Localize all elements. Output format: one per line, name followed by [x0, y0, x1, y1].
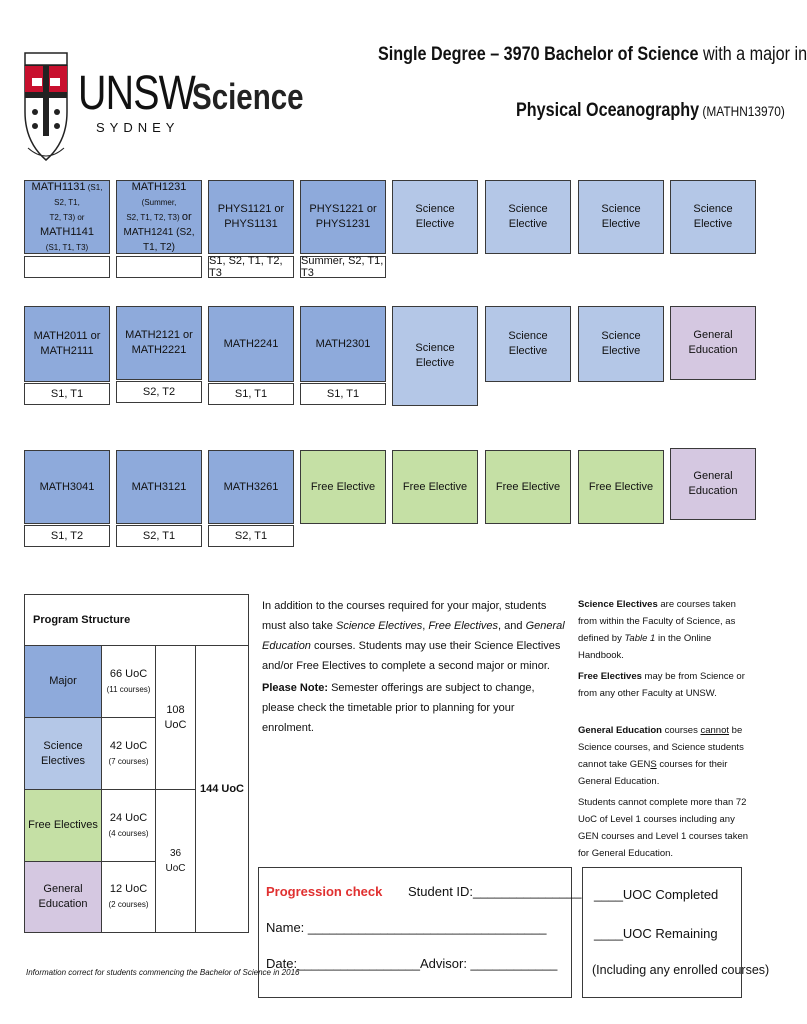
- offering-cell: S1, T1: [24, 383, 110, 405]
- side-note-level1-limit: Students cannot complete more than 72 UoC of Level 1 courses including any GEN courses and Level 1 courses taken for General Education.: [578, 797, 749, 859]
- student-id-field[interactable]: Student ID:_______________: [408, 884, 582, 899]
- course-cell-phys1221: PHYS1221 or PHYS1231: [300, 180, 386, 254]
- offering-cell: [116, 256, 202, 278]
- brand-city: SYDNEY: [96, 120, 180, 135]
- structure-free-electives: Free Electives: [24, 789, 102, 862]
- progression-check-title: Progression check: [266, 884, 383, 899]
- course-cell-free-elective: Free Elective: [392, 450, 478, 524]
- date-advisor-field[interactable]: Date:_________________Advisor: ____________: [266, 956, 558, 971]
- uoc-remaining-field[interactable]: ____UOC Remaining: [594, 926, 718, 941]
- side-note-science-electives: Science Electives are courses taken from within the Faculty of Science, as defined by Table 1 in the Online Handbook.: [578, 599, 736, 661]
- structure-science-electives: Science Electives: [24, 717, 102, 790]
- course-cell-science-elective: Science Elective: [670, 180, 756, 254]
- course-cell-science-elective: Science Elective: [578, 180, 664, 254]
- offering-cell: S1, S2, T1, T2, T3: [208, 256, 294, 278]
- course-cell-math1231: MATH1231 (Summer, S2, T1, T2, T3) or MATH1241 (S2, T1, T2): [116, 180, 202, 254]
- program-structure-heading: Program Structure: [24, 594, 249, 646]
- course-cell-general-education: General Education: [670, 306, 756, 380]
- offering-cell: S2, T1: [208, 525, 294, 547]
- course-cell-science-elective: Science Elective: [578, 306, 664, 382]
- offering-cell: S2, T1: [116, 525, 202, 547]
- offering-cell: S1, T1: [208, 383, 294, 405]
- course-cell-math3041: MATH3041: [24, 450, 110, 524]
- faculty-name: Science: [192, 76, 304, 117]
- course-cell-math2121: MATH2121 or MATH2221: [116, 306, 202, 380]
- side-note-free-electives: Free Electives may be from Science or from any other Faculty at UNSW.: [578, 671, 745, 699]
- course-cell-general-education: General Education: [670, 448, 756, 520]
- brand-name: UNSW: [78, 67, 195, 120]
- degree-title: Single Degree – 3970 Bachelor of Science with a major in: [378, 44, 807, 65]
- uoc-completed-field[interactable]: ____UOC Completed: [594, 887, 719, 902]
- structure-free-uoc: 24 UoC (4 courses): [101, 789, 156, 862]
- unsw-crest-logo: [24, 52, 68, 162]
- offering-cell: S2, T2: [116, 381, 202, 403]
- course-cell-math2301: MATH2301: [300, 306, 386, 382]
- offering-cell: [24, 256, 110, 278]
- structure-gen-uoc: 12 UoC (2 courses): [101, 861, 156, 933]
- course-cell-science-elective: Science Elective: [485, 306, 571, 382]
- enrolled-note: (Including any enrolled courses): [592, 963, 770, 977]
- course-cell-free-elective: Free Elective: [300, 450, 386, 524]
- info-paragraph-2: Please Note: Semester offerings are subject to change, please check the timetable prior to planning for your enrolment.: [262, 682, 535, 734]
- course-cell-science-elective: Science Elective: [392, 306, 478, 406]
- structure-subtotal-36: 36 UoC: [155, 789, 196, 933]
- structure-major-uoc: 66 UoC (11 courses): [101, 645, 156, 718]
- offering-cell: S1, T1: [300, 383, 386, 405]
- side-note-general-education: General Education courses cannot be Science courses, and Science students cannot take GENS courses for their General Education.: [578, 725, 744, 787]
- major-title: Physical Oceanography (MATHN13970): [516, 100, 785, 121]
- structure-total: 144 UoC: [195, 645, 249, 933]
- course-cell-science-elective: Science Elective: [392, 180, 478, 254]
- name-field[interactable]: Name: _________________________________: [266, 920, 547, 935]
- course-cell-phys1121: PHYS1121 or PHYS1131: [208, 180, 294, 254]
- course-cell-math2241: MATH2241: [208, 306, 294, 382]
- course-cell-free-elective: Free Elective: [578, 450, 664, 524]
- offering-cell: Summer, S2, T1, T3: [300, 256, 386, 278]
- footer-note: Information correct for students commencing the Bachelor of Science in 2016: [26, 968, 300, 977]
- info-paragraph-1: In addition to the courses required for your major, students must also take Science Electives, Free Electives, and General Education courses. Students may use their Science Electives and/or Free Electives to complete a second major or minor.: [262, 600, 565, 672]
- structure-general-education: General Education: [24, 861, 102, 933]
- course-cell-math1131: MATH1131 (S1, S2, T1, T2, T3) or MATH1141 (S1, T1, T3): [24, 180, 110, 254]
- course-cell-math2011: MATH2011 or MATH2111: [24, 306, 110, 382]
- structure-subtotal-108: 108 UoC: [155, 645, 196, 790]
- structure-science-uoc: 42 UoC (7 courses): [101, 717, 156, 790]
- course-cell-math3261: MATH3261: [208, 450, 294, 524]
- course-cell-science-elective: Science Elective: [485, 180, 571, 254]
- course-cell-math3121: MATH3121: [116, 450, 202, 524]
- structure-major: Major: [24, 645, 102, 718]
- course-cell-free-elective: Free Elective: [485, 450, 571, 524]
- offering-cell: S1, T2: [24, 525, 110, 547]
